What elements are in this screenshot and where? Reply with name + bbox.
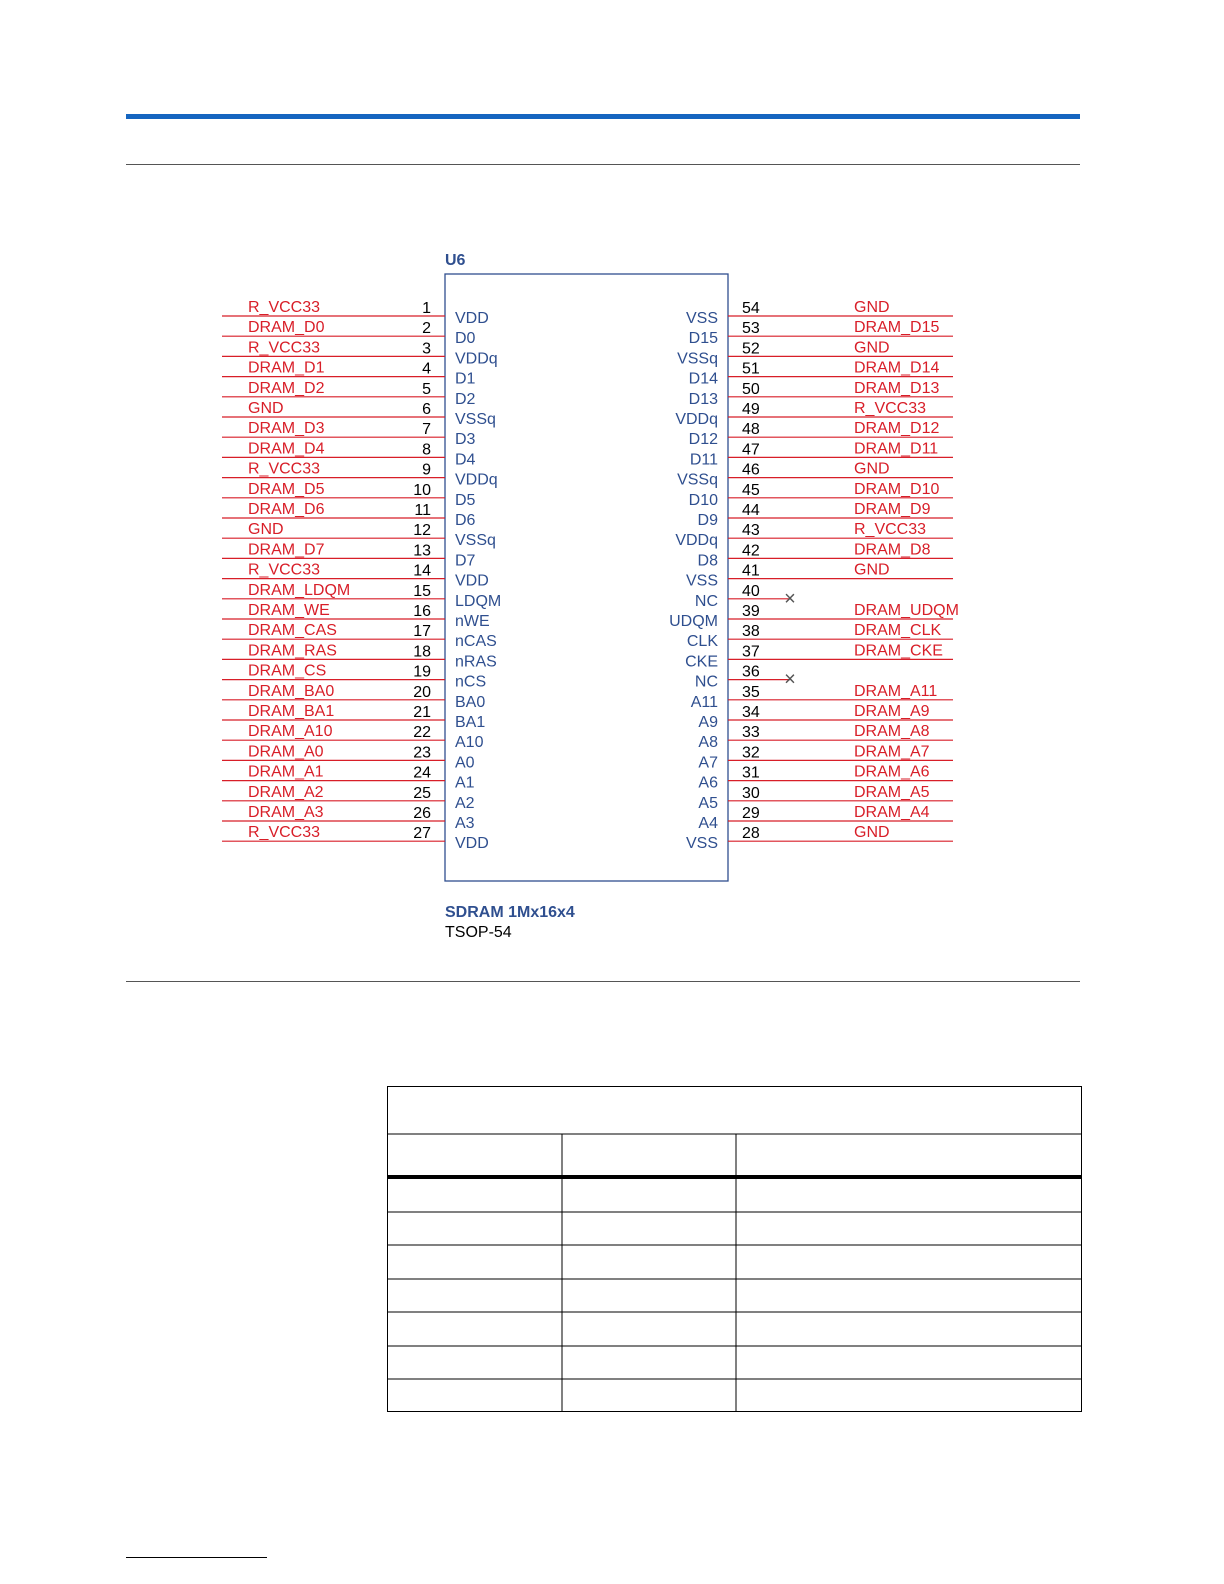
net-label-left: DRAM_D1 bbox=[248, 359, 325, 377]
pin-name-left: VDD bbox=[455, 835, 489, 853]
pin-number-left: 9 bbox=[422, 461, 431, 479]
net-label-left: DRAM_A2 bbox=[248, 783, 324, 801]
pin-number-right: 39 bbox=[742, 603, 760, 620]
net-label-left: DRAM_A1 bbox=[248, 763, 324, 781]
net-label-left: DRAM_A3 bbox=[248, 804, 324, 821]
pin-name-left: D6 bbox=[455, 512, 476, 529]
net-label-left: DRAM_BA0 bbox=[248, 682, 335, 700]
net-label-right: DRAM_A5 bbox=[854, 783, 930, 801]
net-label-left: DRAM_LDQM bbox=[248, 581, 351, 599]
net-label-right: R_VCC33 bbox=[854, 521, 927, 539]
pin-number-left: 27 bbox=[413, 825, 431, 843]
pin-name-right: A8 bbox=[698, 734, 718, 752]
net-label-right: DRAM_A11 bbox=[854, 682, 938, 700]
pin-name-left: D2 bbox=[455, 390, 476, 408]
net-label-right: GND bbox=[854, 561, 890, 579]
pin-name-right: A7 bbox=[698, 754, 718, 772]
pin-name-right: D13 bbox=[688, 390, 718, 408]
pin-number-left: 12 bbox=[413, 522, 431, 540]
net-label-left: R_VCC33 bbox=[248, 339, 321, 357]
pin-name-left: BA0 bbox=[455, 693, 486, 711]
pin-number-left: 16 bbox=[413, 603, 431, 620]
pin-name-left: D1 bbox=[455, 370, 476, 388]
pin-name-right: A5 bbox=[698, 794, 718, 812]
pin-number-left: 14 bbox=[413, 562, 431, 580]
pin-name-left: A0 bbox=[455, 754, 475, 772]
net-label-left: R_VCC33 bbox=[248, 460, 321, 478]
bottom-divider bbox=[126, 981, 1080, 982]
net-label-right: DRAM_A8 bbox=[854, 723, 930, 741]
net-label-left: R_VCC33 bbox=[248, 561, 321, 579]
pin-name-right: VSSq bbox=[677, 471, 718, 489]
pin-name-left: A1 bbox=[455, 774, 475, 792]
pin-name-right: VSS bbox=[685, 835, 718, 853]
pin-name-left: VSSq bbox=[455, 411, 496, 428]
pin-name-right: VDDq bbox=[675, 411, 718, 428]
pin-name-right: CKE bbox=[685, 653, 718, 671]
pin-number-left: 2 bbox=[422, 320, 431, 338]
pin-number-right: 34 bbox=[742, 704, 760, 721]
table-frame bbox=[388, 1087, 1082, 1412]
pin-name-left: D7 bbox=[455, 552, 476, 570]
net-label-left: DRAM_BA1 bbox=[248, 703, 335, 720]
pin-name-right: A4 bbox=[698, 815, 718, 832]
chip-ref: U6 bbox=[445, 252, 466, 269]
net-label-left: GND bbox=[248, 400, 284, 417]
pin-name-right: D8 bbox=[697, 552, 718, 570]
net-label-left: DRAM_CAS bbox=[248, 622, 337, 640]
pin-name-right: A6 bbox=[698, 774, 718, 792]
pin-number-left: 25 bbox=[413, 784, 431, 802]
pin-number-left: 8 bbox=[422, 441, 431, 459]
pin-number-left: 19 bbox=[413, 663, 431, 681]
net-label-right: DRAM_D8 bbox=[854, 541, 931, 559]
pin-number-right: 48 bbox=[742, 421, 760, 439]
pin-number-left: 18 bbox=[413, 643, 431, 661]
pin-number-left: 5 bbox=[422, 380, 431, 398]
pin-number-right: 53 bbox=[742, 320, 760, 338]
pin-number-left: 26 bbox=[413, 805, 431, 822]
pin-number-right: 33 bbox=[742, 724, 760, 742]
net-label-left: DRAM_WE bbox=[248, 602, 330, 619]
pin-number-left: 6 bbox=[422, 401, 431, 418]
nc-mark: × bbox=[784, 668, 796, 691]
pin-name-left: D4 bbox=[455, 451, 476, 469]
pin-number-right: 49 bbox=[742, 401, 760, 418]
pin-number-right: 31 bbox=[742, 764, 760, 782]
pin-name-left: nWE bbox=[455, 613, 490, 630]
pin-number-left: 21 bbox=[413, 704, 431, 721]
pin-name-left: nCAS bbox=[455, 633, 497, 651]
net-label-left: DRAM_D3 bbox=[248, 420, 325, 438]
pin-number-right: 42 bbox=[742, 542, 760, 560]
pin-number-left: 10 bbox=[413, 481, 431, 499]
pin-name-left: D3 bbox=[455, 431, 476, 449]
pin-name-right: VDDq bbox=[675, 532, 718, 550]
net-label-right: GND bbox=[854, 339, 890, 357]
pin-name-right: A11 bbox=[690, 693, 718, 711]
pin-name-right: D9 bbox=[697, 512, 718, 529]
pin-number-right: 47 bbox=[742, 441, 760, 459]
net-label-left: DRAM_D5 bbox=[248, 480, 325, 498]
net-label-right: R_VCC33 bbox=[854, 400, 927, 417]
pin-number-left: 20 bbox=[413, 683, 431, 701]
pin-number-right: 50 bbox=[742, 380, 760, 398]
pin-number-right: 35 bbox=[742, 683, 760, 701]
net-label-left: GND bbox=[248, 521, 284, 539]
chip-part: SDRAM 1Mx16x4 bbox=[445, 904, 575, 921]
pin-number-left: 15 bbox=[413, 582, 431, 600]
net-label-left: DRAM_A10 bbox=[248, 723, 333, 741]
pin-name-left: VDDq bbox=[455, 350, 498, 368]
pin-name-right: UDQM bbox=[669, 613, 718, 630]
pin-number-left: 7 bbox=[422, 421, 431, 439]
net-label-left: DRAM_CS bbox=[248, 662, 327, 680]
pin-number-right: 51 bbox=[742, 360, 760, 378]
pin-number-right: 29 bbox=[742, 805, 760, 822]
net-label-left: DRAM_D6 bbox=[248, 501, 325, 518]
net-label-right: DRAM_D12 bbox=[854, 420, 940, 438]
nc-mark: × bbox=[784, 587, 796, 610]
pin-number-right: 44 bbox=[742, 502, 760, 519]
pin-number-left: 23 bbox=[413, 744, 431, 762]
net-label-right: GND bbox=[854, 824, 890, 842]
net-label-right: DRAM_A7 bbox=[854, 743, 930, 761]
pin-name-left: BA1 bbox=[455, 714, 486, 731]
pin-name-left: A2 bbox=[455, 794, 475, 812]
chip-package: TSOP-54 bbox=[445, 924, 512, 941]
pin-name-left: VSSq bbox=[455, 532, 496, 550]
pin-number-right: 45 bbox=[742, 481, 760, 499]
pin-number-left: 13 bbox=[413, 542, 431, 560]
pin-number-right: 37 bbox=[742, 643, 760, 661]
net-label-right: DRAM_D15 bbox=[854, 319, 940, 337]
pin-name-right: NC bbox=[694, 592, 718, 610]
net-label-left: DRAM_D2 bbox=[248, 379, 325, 397]
footer-line bbox=[126, 1557, 267, 1558]
net-label-left: DRAM_A0 bbox=[248, 743, 324, 761]
pin-number-right: 43 bbox=[742, 522, 760, 540]
net-label-right: DRAM_A9 bbox=[854, 703, 930, 720]
net-label-left: R_VCC33 bbox=[248, 824, 321, 842]
net-label-right: DRAM_A6 bbox=[854, 763, 930, 781]
pin-name-right: VSSq bbox=[677, 350, 718, 368]
pin-name-left: VDD bbox=[455, 572, 489, 590]
pin-number-right: 30 bbox=[742, 784, 760, 802]
pin-name-right: CLK bbox=[686, 633, 718, 651]
net-label-right: GND bbox=[854, 460, 890, 478]
net-label-right: DRAM_CKE bbox=[854, 642, 943, 660]
pin-number-left: 4 bbox=[422, 360, 431, 378]
pin-name-left: A3 bbox=[455, 815, 475, 832]
pin-number-right: 28 bbox=[742, 825, 760, 843]
net-label-right: DRAM_D9 bbox=[854, 501, 931, 518]
pin-name-left: nCS bbox=[455, 673, 487, 691]
pin-name-right: VSS bbox=[685, 572, 718, 590]
net-label-left: DRAM_RAS bbox=[248, 642, 337, 660]
net-label-left: DRAM_D7 bbox=[248, 541, 325, 559]
pin-name-left: D5 bbox=[455, 491, 476, 509]
net-label-right: DRAM_D13 bbox=[854, 379, 940, 397]
pin-number-right: 52 bbox=[742, 340, 760, 358]
pin-number-left: 1 bbox=[422, 300, 431, 317]
pin-name-right: D10 bbox=[688, 491, 718, 509]
net-label-right: GND bbox=[854, 299, 890, 316]
pin-name-left: nRAS bbox=[455, 653, 497, 671]
pin-number-right: 32 bbox=[742, 744, 760, 762]
pin-name-right: D12 bbox=[688, 431, 718, 449]
pin-name-left: D0 bbox=[455, 330, 476, 348]
net-label-right: DRAM_D11 bbox=[854, 440, 939, 458]
pin-name-left: VDDq bbox=[455, 471, 498, 489]
pin-name-left: VDD bbox=[455, 310, 489, 327]
pin-number-left: 3 bbox=[422, 340, 431, 358]
pin-number-left: 24 bbox=[413, 764, 431, 782]
net-label-left: R_VCC33 bbox=[248, 299, 321, 316]
pin-name-left: LDQM bbox=[455, 592, 502, 610]
net-label-left: DRAM_D4 bbox=[248, 440, 325, 458]
pin-name-right: D15 bbox=[688, 330, 718, 348]
net-label-right: DRAM_D10 bbox=[854, 480, 940, 498]
net-label-right: DRAM_D14 bbox=[854, 359, 940, 377]
pin-number-right: 54 bbox=[742, 300, 760, 317]
net-label-right: DRAM_UDQM bbox=[854, 602, 959, 619]
pin-number-left: 22 bbox=[413, 724, 431, 742]
pin-name-right: A9 bbox=[698, 714, 718, 731]
pin-number-right: 40 bbox=[742, 582, 760, 600]
net-label-right: DRAM_A4 bbox=[854, 804, 930, 821]
net-label-right: DRAM_CLK bbox=[854, 622, 942, 640]
pin-name-right: NC bbox=[694, 673, 718, 691]
pin-number-left: 17 bbox=[413, 623, 431, 641]
pin-number-right: 46 bbox=[742, 461, 760, 479]
pin-number-right: 41 bbox=[742, 562, 760, 580]
pin-number-right: 38 bbox=[742, 623, 760, 641]
pin-name-right: D11 bbox=[689, 451, 718, 469]
empty-table bbox=[387, 1086, 1082, 1412]
pin-number-left: 11 bbox=[414, 502, 431, 519]
net-label-left: DRAM_D0 bbox=[248, 319, 325, 337]
pin-name-right: D14 bbox=[688, 370, 718, 388]
pin-number-right: 36 bbox=[742, 663, 760, 681]
pin-name-right: VSS bbox=[685, 310, 718, 327]
pin-name-left: A10 bbox=[455, 734, 484, 752]
